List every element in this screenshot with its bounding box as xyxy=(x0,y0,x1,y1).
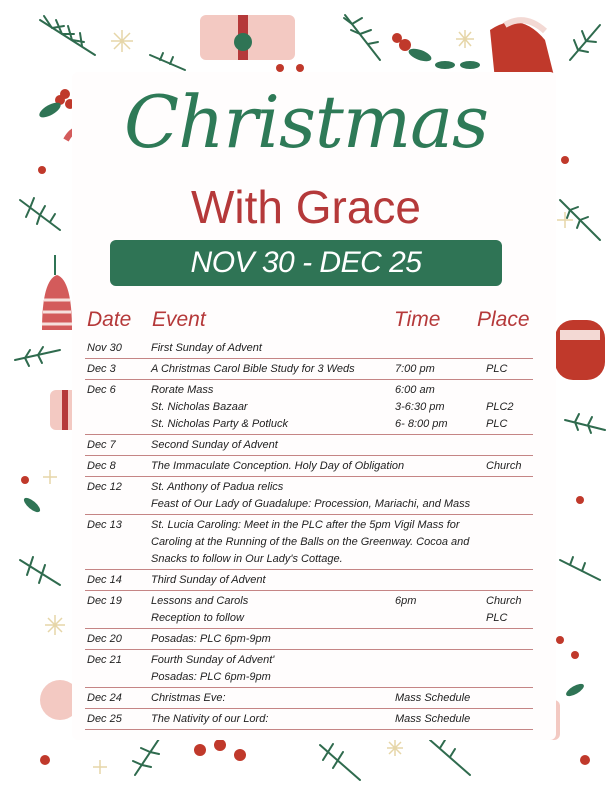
cell-event: Posadas: PLC 6pm-9pm xyxy=(151,671,271,683)
cell-event: Snacks to follow in Our Lady's Cottage. xyxy=(151,553,343,565)
table-row xyxy=(85,515,533,570)
table-row xyxy=(85,456,533,477)
cell-place: PLC xyxy=(486,612,508,624)
cell-time: Mass Schedule xyxy=(395,713,471,725)
header-place: Place xyxy=(477,308,530,331)
table-row xyxy=(85,688,533,709)
cell-date: Nov 30 xyxy=(87,342,122,354)
row-line xyxy=(85,496,533,513)
cell-event: First Sunday of Advent xyxy=(151,342,262,354)
cell-event: St. Nicholas Bazaar xyxy=(151,401,248,413)
row-line xyxy=(85,534,533,551)
row-line xyxy=(85,517,533,534)
table-header xyxy=(0,308,612,338)
row-line xyxy=(85,652,533,669)
cell-date: Dec 24 xyxy=(87,692,122,704)
cell-place: Church xyxy=(486,460,522,472)
table-row xyxy=(85,435,533,456)
table-row xyxy=(85,477,533,515)
cell-event: Feast of Our Lady of Guadalupe: Procession, Mariachi, and Mass xyxy=(151,498,471,510)
row-line xyxy=(85,572,533,589)
row-line xyxy=(85,610,533,627)
cell-date: Dec 8 xyxy=(87,460,116,472)
cell-date: Dec 6 xyxy=(87,384,116,396)
header-time: Time xyxy=(394,308,441,331)
title-subtitle: With Grace xyxy=(190,181,422,233)
date-range-banner xyxy=(110,240,502,286)
table-row xyxy=(85,650,533,688)
cell-date: Dec 21 xyxy=(87,654,122,666)
cell-date: Dec 14 xyxy=(87,574,122,586)
date-range-text: NOV 30 - DEC 25 xyxy=(190,246,422,279)
cell-place: PLC xyxy=(486,363,508,375)
schedule-table xyxy=(85,338,533,730)
row-line xyxy=(85,593,533,610)
cell-date: Dec 13 xyxy=(87,519,122,531)
row-line xyxy=(85,416,533,433)
cell-date: Dec 3 xyxy=(87,363,116,375)
cell-event: The Immaculate Conception. Holy Day of Obligation xyxy=(151,460,405,472)
row-line xyxy=(85,690,533,707)
row-line xyxy=(85,399,533,416)
table-row xyxy=(85,629,533,650)
table-row xyxy=(85,338,533,359)
header-event: Event xyxy=(152,308,206,331)
cell-place: Church xyxy=(486,595,522,607)
cell-event: The Nativity of our Lord: xyxy=(151,713,269,725)
header-date: Date xyxy=(87,308,132,331)
table-row xyxy=(85,709,533,730)
cell-time: 7:00 pm xyxy=(395,363,435,375)
cell-time: 3-6:30 pm xyxy=(395,401,445,413)
cell-event: Posadas: PLC 6pm-9pm xyxy=(151,633,271,645)
table-row xyxy=(85,359,533,380)
cell-event: Third Sunday of Advent xyxy=(151,574,266,586)
row-line xyxy=(85,669,533,686)
table-row xyxy=(85,591,533,629)
row-line xyxy=(85,458,533,475)
cell-date: Dec 12 xyxy=(87,481,122,493)
row-line xyxy=(85,382,533,399)
cell-event: Fourth Sunday of Advent' xyxy=(151,654,275,666)
cell-date: Dec 25 xyxy=(87,713,122,725)
cell-event: Rorate Mass xyxy=(151,384,214,396)
row-line xyxy=(85,551,533,568)
row-line xyxy=(85,711,533,728)
table-row xyxy=(85,380,533,435)
cell-event: Caroling at the Running of the Balls on the Greenway. Cocoa and xyxy=(151,536,470,548)
cell-event: Lessons and Carols xyxy=(151,595,249,607)
row-line xyxy=(85,340,533,357)
cell-event: Christmas Eve: xyxy=(151,692,226,704)
row-line xyxy=(85,479,533,496)
cell-place: PLC xyxy=(486,418,508,430)
table-row xyxy=(85,570,533,591)
cell-time: Mass Schedule xyxy=(395,692,471,704)
cell-event: St. Nicholas Party & Potluck xyxy=(151,418,288,430)
cell-date: Dec 20 xyxy=(87,633,122,645)
row-line xyxy=(85,361,533,378)
cell-time: 6:00 am xyxy=(395,384,435,396)
cell-time: 6- 8:00 pm xyxy=(395,418,448,430)
cell-time: 6pm xyxy=(395,595,417,607)
cell-date: Dec 19 xyxy=(87,595,122,607)
title-script: Christmas xyxy=(124,80,488,164)
row-line xyxy=(85,631,533,648)
cell-event: A Christmas Carol Bible Study for 3 Weds xyxy=(151,363,355,375)
cell-event: St. Anthony of Padua relics xyxy=(151,481,284,493)
cell-event: Second Sunday of Advent xyxy=(151,439,278,451)
cell-place: PLC2 xyxy=(486,401,514,413)
cell-date: Dec 7 xyxy=(87,439,116,451)
row-line xyxy=(85,437,533,454)
cell-event: Reception to follow xyxy=(151,612,244,624)
cell-event: St. Lucia Caroling: Meet in the PLC after the 5pm Vigil Mass for xyxy=(151,519,460,531)
